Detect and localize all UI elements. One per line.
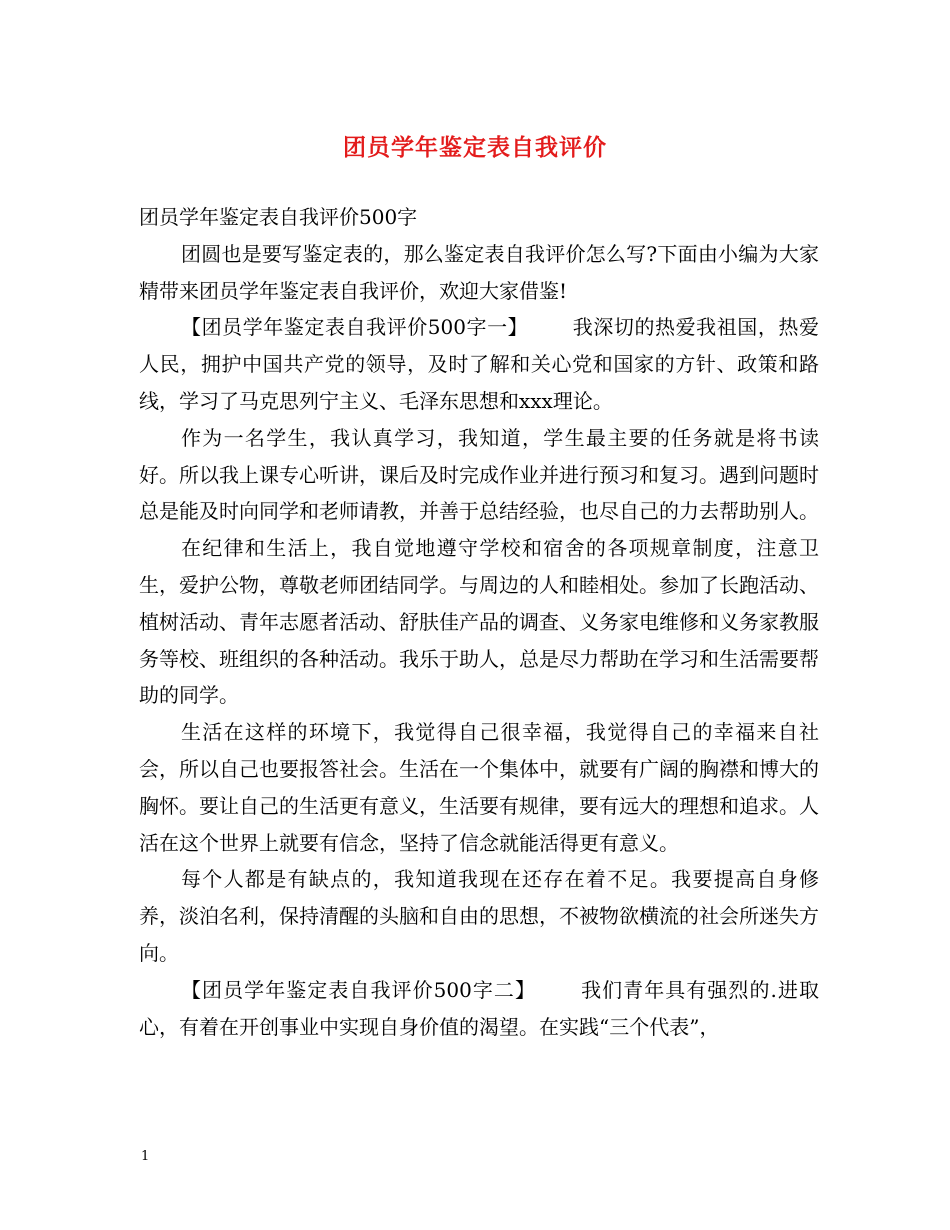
section-two-heading: 【团员学年鉴定表自我评价500字二】 xyxy=(181,977,537,1002)
study-paragraph: 作为一名学生，我认真学习，我知道，学生最主要的任务就是将书读好。所以我上课专心听讲，课后及时完成作业并进行预习和复习。遇到问题时总是能及时向同学和老师请教，并善于总结经验，也尽自己的力去帮助别人。 xyxy=(139,425,819,524)
section-two-lead: 我们青年具有强烈的.进取心，有着在开创事业中实现自身价值的渴望。在实践“三个代表”， xyxy=(139,977,819,1039)
intro-paragraph: 团圆也是要写鉴定表的，那么鉴定表自我评价怎么写?下面由小编为大家精带来团员学年鉴定表自我评价，欢迎大家借鉴! xyxy=(139,241,819,303)
discipline-paragraph: 在纪律和生活上，我自觉地遵守学校和宿舍的各项规章制度，注意卫生，爱护公物，尊敬老师团结同学。与周边的人和睦相处。参加了长跑活动、植树活动、青年志愿者活动、舒肤佳产品的调查、义务家电维修和义务家教服务等校、班组织的各种活动。我乐于助人，总是尽力帮助在学习和生活需要帮助的同学。 xyxy=(139,536,819,708)
section-two-paragraph xyxy=(139,972,819,1046)
society-paragraph: 生活在这样的环境下，我觉得自己很幸福，我觉得自己的幸福来自社会，所以自己也要报答社会。生活在一个集体中，就要有广阔的胸襟和博大的胸怀。要让自己的生活更有意义，生活要有规律，要有远大的理想和追求。人活在这个世界上就要有信念，坚持了信念就能活得更有意义。 xyxy=(139,720,819,855)
section-one-lead: 我深切的热爱我祖国，热爱人民，拥护中国共产党的领导，及时了解和关心党和国家的方针、政策和路线，学习了马克思列宁主义、毛泽东思想和xxx理论。 xyxy=(139,315,819,413)
section-one-heading: 【团员学年鉴定表自我评价500字一】 xyxy=(181,315,529,340)
document-title: 团员学年鉴定表自我评价 xyxy=(343,134,607,161)
shortcomings-paragraph: 每个人都是有缺点的，我知道我现在还存在着不足。我要提高自身修养，淡泊名利，保持清醒的头脑和自由的思想，不被物欲横流的社会所迷失方向。 xyxy=(139,867,819,965)
document-subtitle: 团员学年鉴定表自我评价500字 xyxy=(139,205,418,229)
section-one-paragraph xyxy=(139,309,819,419)
document-body xyxy=(139,199,819,1045)
page-number: 1 xyxy=(141,1149,150,1164)
